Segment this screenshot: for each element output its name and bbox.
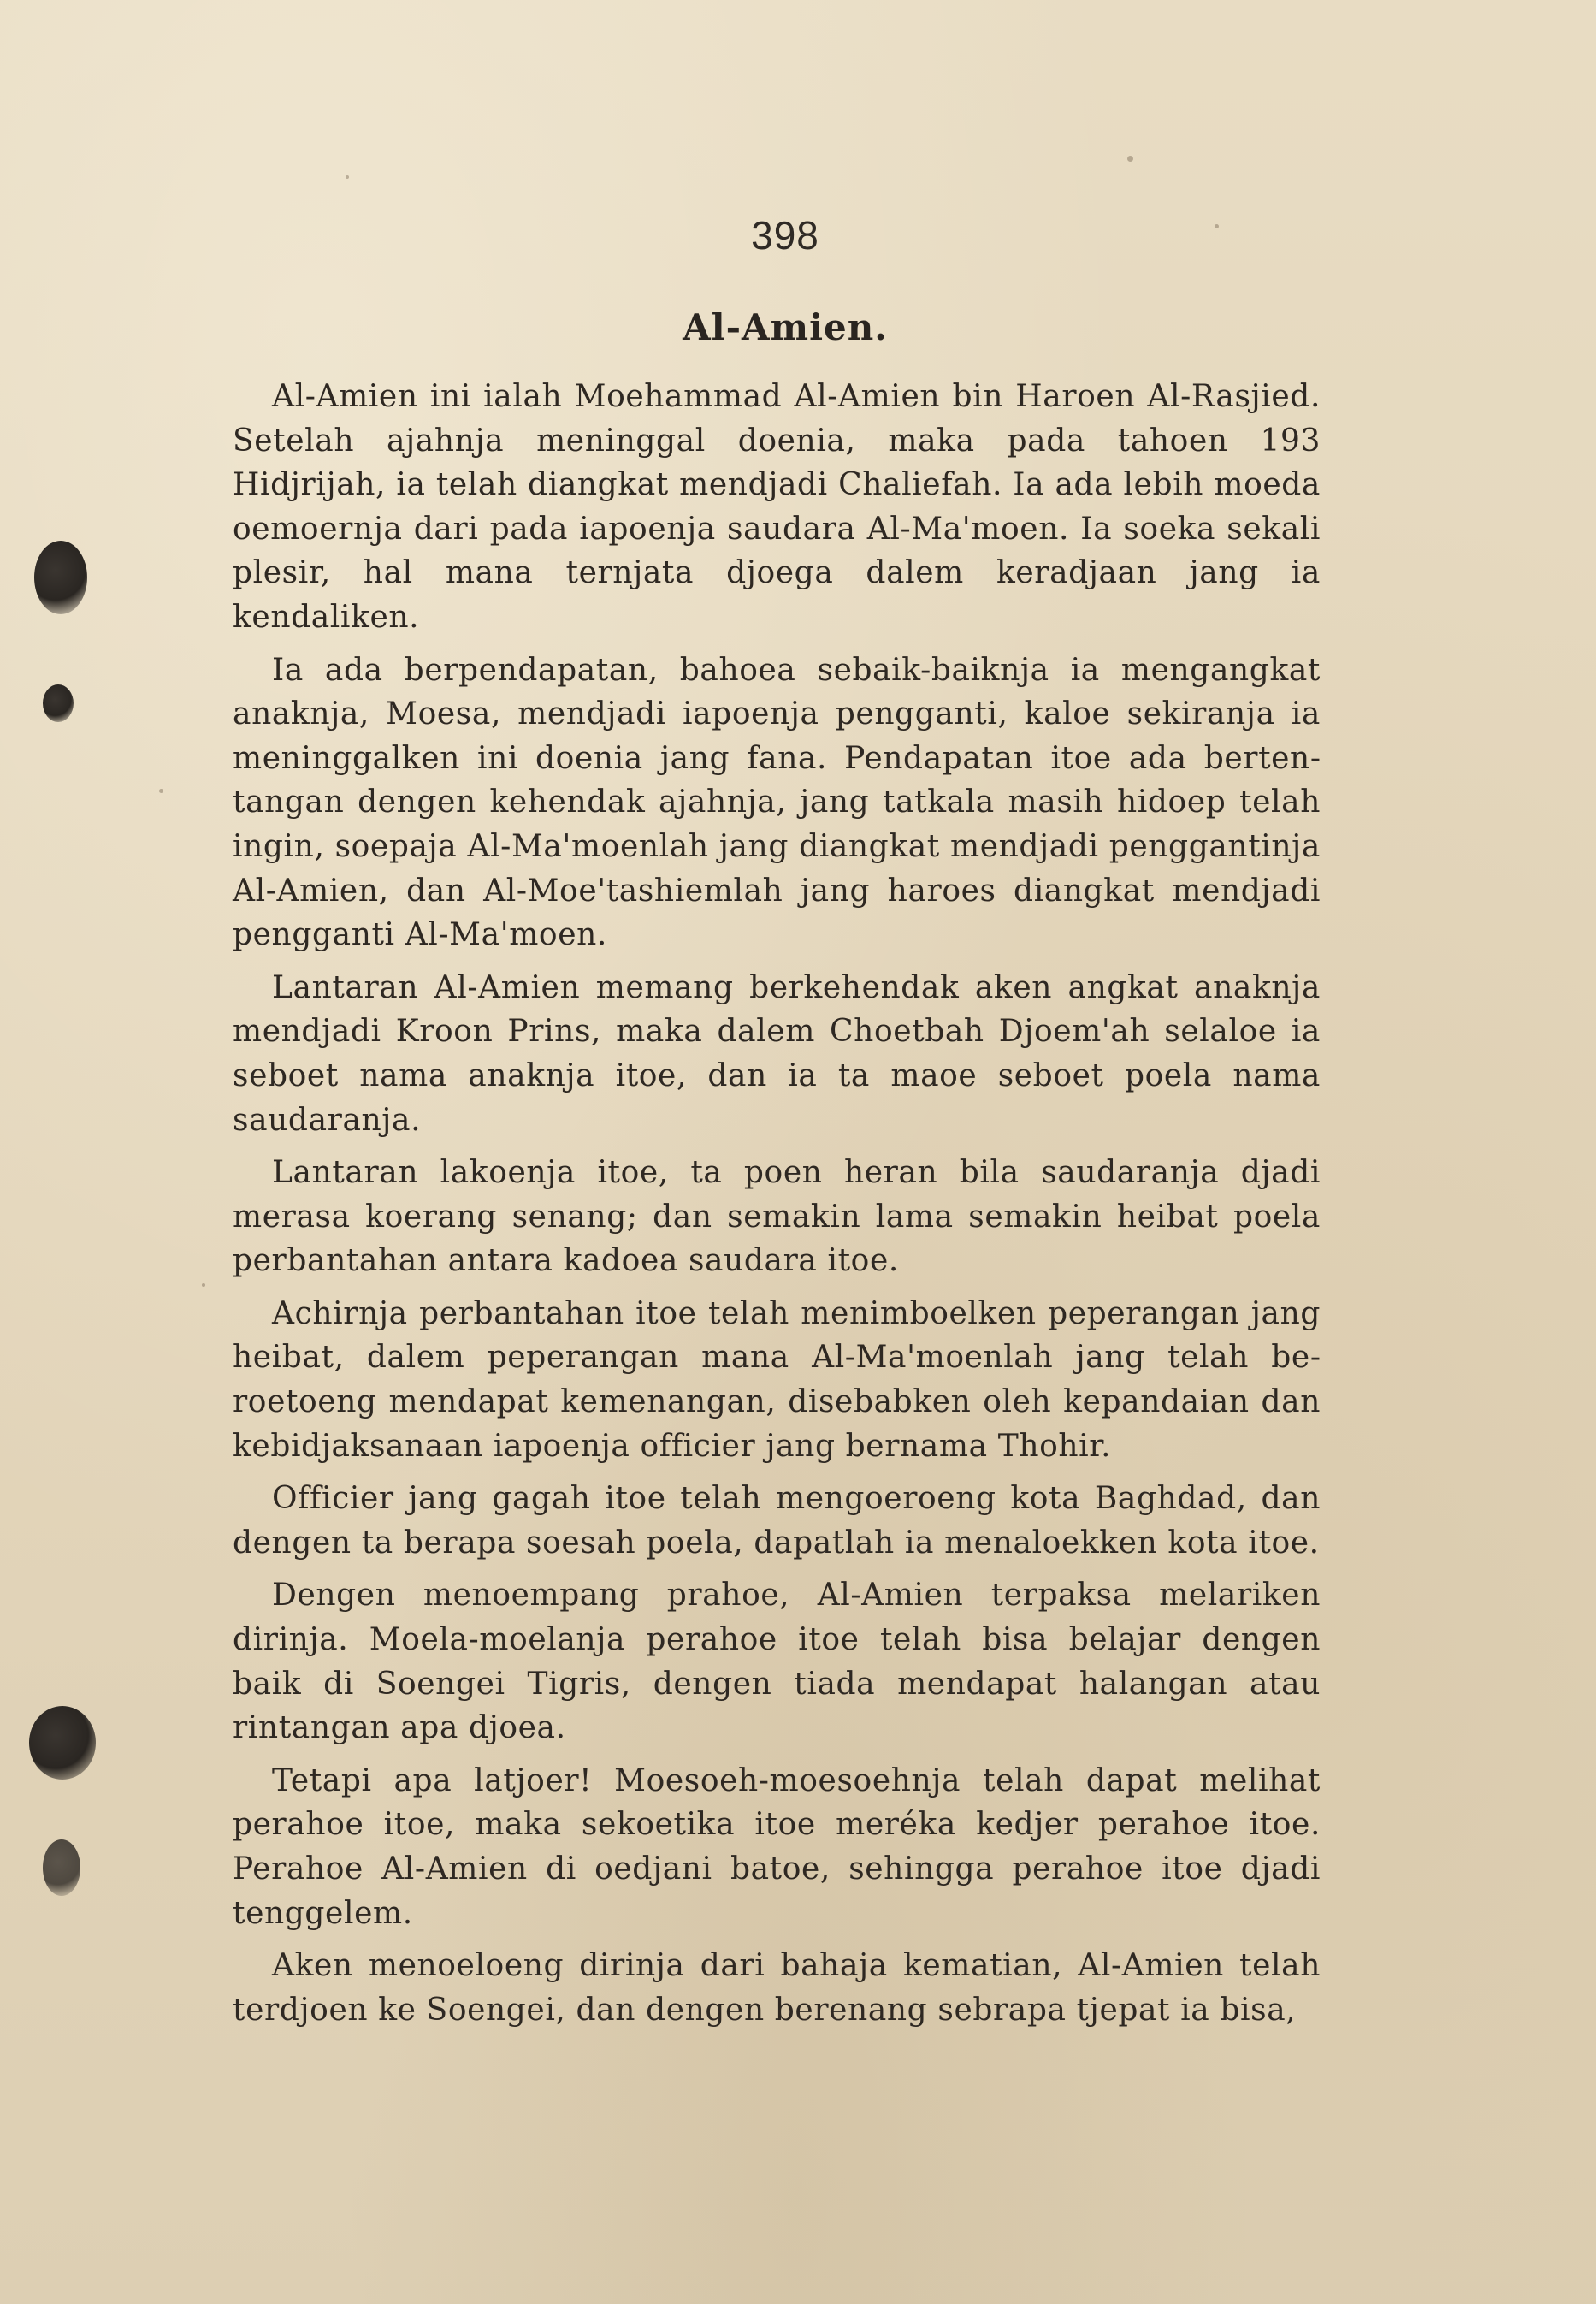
chapter-title: Al-Amien. [683,306,888,348]
page-stain [34,541,87,614]
page-number: 398 [751,213,819,258]
page-stain [29,1706,96,1780]
paper-speck [1127,156,1133,162]
paper-speck [202,1283,205,1287]
paragraph: Ia ada berpendapatan, bahoea sebaik-baiknja ia mengangkat anaknja, Moesa, mendjadi iapoenja pengganti, kaloe sekiranja ia meninggalken ini doenia jang fana. Pendapatan itoe ada bertentangan dengen kehendak ajahnja, jang tatkala masih hidoep telah ingin, soepaja Al-Ma'moenlah jang diangkat mendjadi penggantinja Al-Amien, dan Al-Moe'tashiemlah jang haroes diangkat mendjadi pengganti Al-Ma'moen. [233,652,1321,953]
paper-speck [346,175,349,179]
paragraph: Lantaran lakoenja itoe, ta poen heran bila saudaranja djadi merasa koerang senang; dan semakin lama semakin heibat poela perbantahan antara kadoea saudara itoe. [233,1155,1321,1279]
paragraph: Al-Amien ini ialah Moehammad Al-Amien bin Haroen Al-Rasjied. Setelah ajahnja meninggal doenia, maka pada tahoen 193 Hidjrijah, ia telah diangkat mendjadi Chaliefah. Ia ada lebih moeda oemoernja dari pada iapoenja saudara Al-Ma'moen. Ia soeka sekali plesir, hal mana ternjata djoega dalem keradjaan jang ia kendaliken. [233,379,1321,635]
page-stain [43,684,74,722]
paragraph: Achirnja perbantahan itoe telah menimboelken peperangan jang heibat, dalem peperangan mana Al-Ma'moenlah jang telah beroetoeng mendapat kemenangan, disebabken oleh kepandaian dan kebidjaksanaan iapoenja officier jang bernama Thohir. [233,1295,1321,1464]
paper-speck [159,789,163,793]
page-stain [43,1839,80,1896]
paragraph: Officier jang gagah itoe telah mengoeroeng kota Baghdad, dan dengen ta berapa soesah poela, dapatlah ia menaloekken kota itoe. [233,1481,1321,1561]
paragraph: Aken menoeloeng dirinja dari bahaja kematian, Al-Amien telah terdjoen ke Soengei, dan dengen berenang sebrapa tjepat ia bisa, [233,1948,1321,2028]
body-text [233,375,1321,2040]
paragraph: Dengen menoempang prahoe, Al-Amien terpaksa melariken dirinja. Moela-moelanja perahoe itoe telah bisa belajar dengen baik di Soengei Tigris, dengen tiada mendapat halangan atau rintangan apa djoea. [233,1578,1321,1746]
paragraph: Tetapi apa latjoer! Moesoeh-moesoehnja telah dapat melihat perahoe itoe, maka sekoetika itoe meréka kedjer perahoe itoe. Perahoe Al-Amien di oedjani batoe, sehingga perahoe itoe djadi tenggelem. [233,1762,1321,1931]
paragraph: Lantaran Al-Amien memang berkehendak aken angkat anaknja mendjadi Kroon Prins, maka dalem Choetbah Djoem'ah selaloe ia seboet nama anaknja itoe, dan ia ta maoe seboet poela nama saudaranja. [233,969,1321,1138]
